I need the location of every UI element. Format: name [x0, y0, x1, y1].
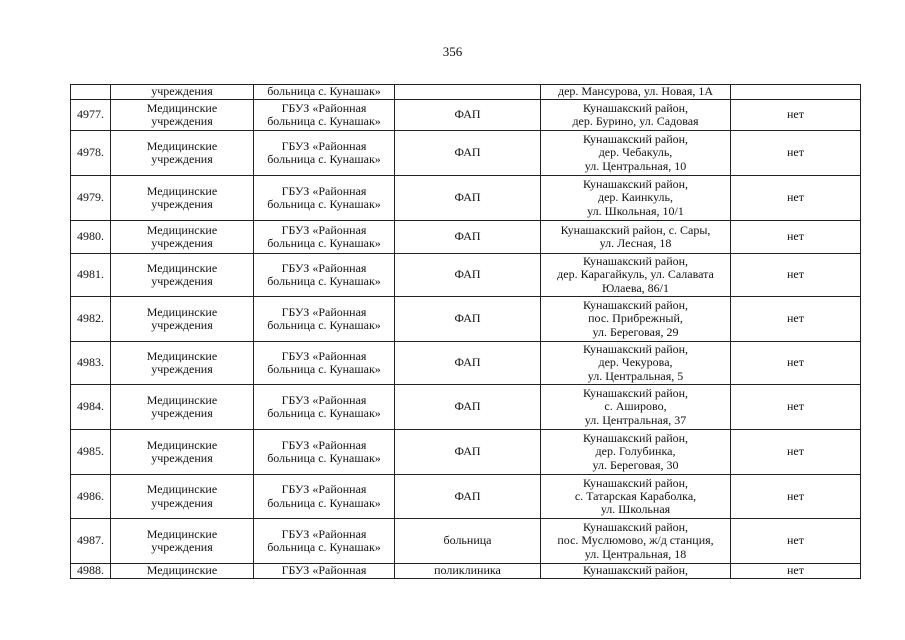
- row-number: [71, 85, 111, 100]
- facility-type-cell: ФАП: [395, 475, 541, 519]
- category-cell: Медицинские учреждения: [111, 519, 254, 564]
- note-cell: нет: [731, 254, 861, 297]
- note-cell: нет: [731, 100, 861, 131]
- row-number: 4983.: [71, 342, 111, 385]
- category-cell: Медицинские учреждения: [111, 221, 254, 254]
- organization-cell: ГБУЗ «Районная больница с. Кунашак»: [254, 176, 395, 221]
- category-cell: учреждения: [111, 85, 254, 100]
- row-number: 4981.: [71, 254, 111, 297]
- organization-cell: ГБУЗ «Районная больница с. Кунашак»: [254, 430, 395, 475]
- facility-type-cell: ФАП: [395, 221, 541, 254]
- table-row: [71, 519, 861, 564]
- organization-cell: ГБУЗ «Районная больница с. Кунашак»: [254, 131, 395, 176]
- row-number: 4988.: [71, 564, 111, 579]
- facility-type-cell: ФАП: [395, 176, 541, 221]
- address-cell: Кунашакский район, с. Татарская Караболка, ул. Школьная: [541, 475, 731, 519]
- address-cell: Кунашакский район, дер. Чебакуль, ул. Центральная, 10: [541, 131, 731, 176]
- address-cell: Кунашакский район, дер. Бурино, ул. Садовая: [541, 100, 731, 131]
- row-number: 4985.: [71, 430, 111, 475]
- organization-cell: больница с. Кунашак»: [254, 85, 395, 100]
- address-cell: Кунашакский район, с. Аширово, ул. Центральная, 37: [541, 385, 731, 430]
- address-cell: Кунашакский район, дер. Голубинка, ул. Береговая, 30: [541, 430, 731, 475]
- row-number: 4982.: [71, 297, 111, 342]
- address-cell: Кунашакский район, дер. Карагайкуль, ул. Салавата Юлаева, 86/1: [541, 254, 731, 297]
- facility-type-cell: ФАП: [395, 342, 541, 385]
- note-cell: [731, 85, 861, 100]
- address-cell: дер. Мансурова, ул. Новая, 1А: [541, 85, 731, 100]
- facilities-table: [70, 84, 861, 579]
- organization-cell: ГБУЗ «Районная больница с. Кунашак»: [254, 254, 395, 297]
- category-cell: Медицинские учреждения: [111, 297, 254, 342]
- row-number: 4984.: [71, 385, 111, 430]
- facility-type-cell: ФАП: [395, 254, 541, 297]
- facility-type-cell: [395, 85, 541, 100]
- row-number: 4977.: [71, 100, 111, 131]
- note-cell: нет: [731, 564, 861, 579]
- address-cell: Кунашакский район, дер. Чекурова, ул. Центральная, 5: [541, 342, 731, 385]
- category-cell: Медицинские учреждения: [111, 342, 254, 385]
- category-cell: Медицинские учреждения: [111, 254, 254, 297]
- address-cell: Кунашакский район, пос. Муслюмово, ж/д станция, ул. Центральная, 18: [541, 519, 731, 564]
- table-row: [71, 430, 861, 475]
- organization-cell: ГБУЗ «Районная больница с. Кунашак»: [254, 342, 395, 385]
- row-number: 4979.: [71, 176, 111, 221]
- table-row: [71, 176, 861, 221]
- table-row: [71, 475, 861, 519]
- row-number: 4987.: [71, 519, 111, 564]
- category-cell: Медицинские учреждения: [111, 176, 254, 221]
- organization-cell: ГБУЗ «Районная больница с. Кунашак»: [254, 385, 395, 430]
- category-cell: Медицинские учреждения: [111, 385, 254, 430]
- organization-cell: ГБУЗ «Районная больница с. Кунашак»: [254, 297, 395, 342]
- organization-cell: ГБУЗ «Районная: [254, 564, 395, 579]
- table-row: [71, 385, 861, 430]
- facility-type-cell: ФАП: [395, 297, 541, 342]
- facility-type-cell: ФАП: [395, 131, 541, 176]
- address-cell: Кунашакский район, дер. Каинкуль, ул. Школьная, 10/1: [541, 176, 731, 221]
- row-number: 4978.: [71, 131, 111, 176]
- table-row: [71, 100, 861, 131]
- organization-cell: ГБУЗ «Районная больница с. Кунашак»: [254, 221, 395, 254]
- organization-cell: ГБУЗ «Районная больница с. Кунашак»: [254, 519, 395, 564]
- address-cell: Кунашакский район,: [541, 564, 731, 579]
- address-cell: Кунашакский район, пос. Прибрежный, ул. Береговая, 29: [541, 297, 731, 342]
- table-row: [71, 564, 861, 579]
- organization-cell: ГБУЗ «Районная больница с. Кунашак»: [254, 100, 395, 131]
- category-cell: Медицинские учреждения: [111, 475, 254, 519]
- facility-type-cell: ФАП: [395, 100, 541, 131]
- note-cell: нет: [731, 342, 861, 385]
- table-row: [71, 297, 861, 342]
- note-cell: нет: [731, 430, 861, 475]
- note-cell: нет: [731, 519, 861, 564]
- note-cell: нет: [731, 176, 861, 221]
- facility-type-cell: ФАП: [395, 385, 541, 430]
- category-cell: Медицинские учреждения: [111, 100, 254, 131]
- facility-type-cell: поликлиника: [395, 564, 541, 579]
- note-cell: нет: [731, 297, 861, 342]
- category-cell: Медицинские учреждения: [111, 131, 254, 176]
- table-row: [71, 85, 861, 100]
- address-cell: Кунашакский район, с. Сары, ул. Лесная, 18: [541, 221, 731, 254]
- facility-type-cell: ФАП: [395, 430, 541, 475]
- note-cell: нет: [731, 131, 861, 176]
- row-number: 4986.: [71, 475, 111, 519]
- table-row: [71, 131, 861, 176]
- page-number: 356: [442, 44, 463, 59]
- organization-cell: ГБУЗ «Районная больница с. Кунашак»: [254, 475, 395, 519]
- note-cell: нет: [731, 385, 861, 430]
- facility-type-cell: больница: [395, 519, 541, 564]
- note-cell: нет: [731, 221, 861, 254]
- note-cell: нет: [731, 475, 861, 519]
- table-row: [71, 254, 861, 297]
- table-row: [71, 221, 861, 254]
- row-number: 4980.: [71, 221, 111, 254]
- table-row: [71, 342, 861, 385]
- category-cell: Медицинские: [111, 564, 254, 579]
- category-cell: Медицинские учреждения: [111, 430, 254, 475]
